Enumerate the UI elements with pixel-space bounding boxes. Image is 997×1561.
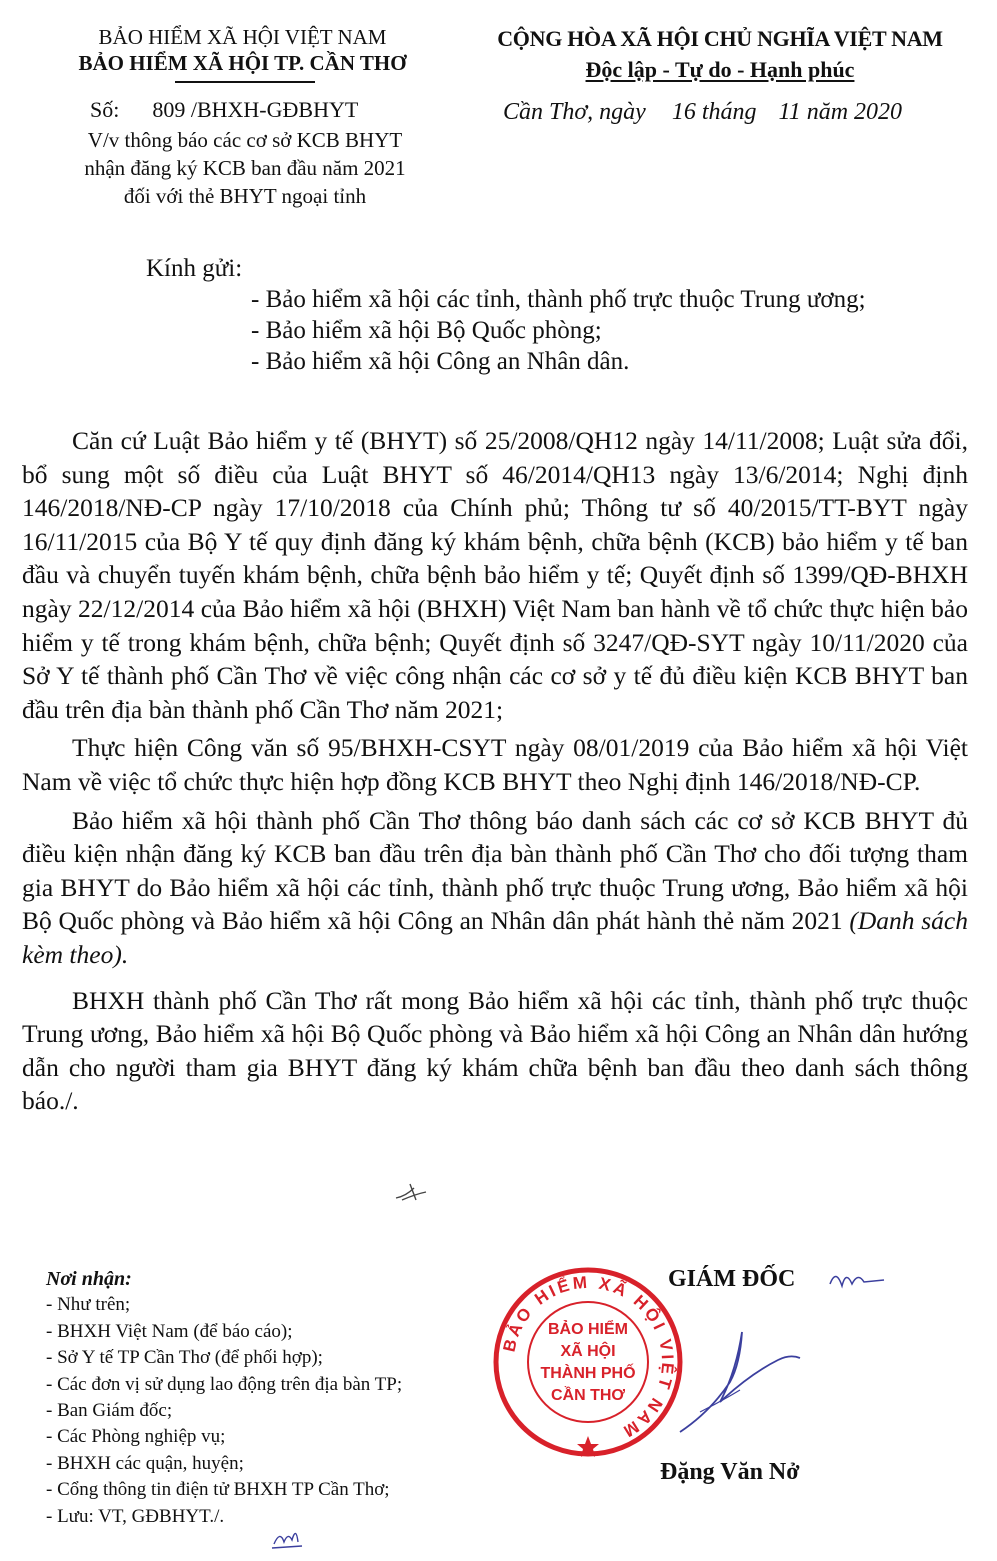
noi-nhan-item: - Ban Giám đốc; — [46, 1400, 173, 1422]
motto-text: Độc lập - Tự do - Hạnh phúc — [585, 57, 855, 82]
attachment-note: (Danh sách kèm theo). — [22, 906, 969, 969]
recipient-item: - Bảo hiểm xã hội Bộ Quốc phòng; — [251, 317, 602, 344]
date-line — [503, 97, 902, 127]
body-paragraph-announcement — [22, 804, 968, 972]
doc-number-line — [90, 97, 358, 123]
body-paragraph-implementation: Thực hiện Công văn số 95/BHXH-CSYT ngày 08/01/2019 của Bảo hiểm xã hội Việt Nam về việc tổ chức thực hiện hợp đồng KCB BHYT theo Nghị định 146/2018/NĐ-CP. — [22, 733, 968, 796]
recipient-item: - Bảo hiểm xã hội Công an Nhân dân. — [251, 348, 630, 375]
noi-nhan-item: - BHXH các quận, huyện; — [46, 1452, 244, 1474]
noi-nhan-item: - Các đơn vị sử dụng lao động trên địa bàn TP; — [46, 1373, 403, 1395]
body — [22, 424, 968, 1118]
subject-line: nhận đăng ký KCB ban đầu năm 2021 — [84, 156, 406, 180]
recipients-cc — [46, 1266, 402, 1530]
initial-mark-icon — [268, 1522, 308, 1552]
recipient-list — [251, 284, 866, 377]
signer-name: Đặng Văn Nở — [660, 1459, 800, 1485]
seal-line: XÃ HỘI — [560, 1343, 616, 1360]
subject-line: V/v thông báo các cơ sở KCB BHYT — [87, 128, 403, 152]
subject — [40, 126, 450, 210]
agency-name: BẢO HIỂM XÃ HỘI TP. CẦN THƠ — [78, 51, 407, 75]
seal-line: THÀNH PHỐ — [540, 1365, 636, 1382]
noi-nhan-item: - Sở Y tế TP Cần Thơ (để phối hợp); — [46, 1347, 323, 1369]
announcement-text: Bảo hiểm xã hội thành phố Cần Thơ thông báo danh sách các cơ sở KCB BHYT đủ điều kiện nhận đăng ký KCB ban đầu trên địa bàn thành phố Cần Thơ cho đối tượng tham gia BHYT do Bảo hiểm xã hội các tỉnh, thành phố trực thuộc Trung ương, Bảo hiểm xã hội Bộ Quốc phòng và Bảo hiểm xã hội Công an Nhân dân phát hành thẻ năm 2021 — [22, 805, 968, 936]
date-place: Cần Thơ, ngày — [503, 99, 646, 125]
noi-nhan-item: - Như trên; — [46, 1294, 131, 1316]
body-paragraph-request: BHXH thành phố Cần Thơ rất mong Bảo hiểm xã hội các tỉnh, thành phố trực thuộc Trung ương, Bảo hiểm xã hội Bộ Quốc phòng và Bảo hiểm xã hội Công an Nhân dân hướng dẫn cho người tham gia BHYT đăng ký khám chữa bệnh ban đầu theo danh sách thông báo./. — [22, 985, 968, 1116]
noi-nhan-title: Nơi nhận: — [46, 1268, 132, 1290]
doc-number: 809 /BHXH-GĐBHYT — [152, 97, 359, 122]
noi-nhan-item: - Lưu: VT, GĐBHYT./. — [46, 1505, 225, 1527]
seal-line: BẢO HIỂM — [548, 1321, 628, 1338]
doc-number-label: Số: — [90, 97, 120, 122]
agency-underline — [175, 81, 315, 83]
signature-title: GIÁM ĐỐC — [668, 1266, 796, 1292]
date-month-label: tháng — [701, 99, 757, 125]
body-paragraph-legal-basis: Căn cứ Luật Bảo hiểm y tế (BHYT) số 25/2008/QH12 ngày 14/11/2008; Luật sửa đổi, bổ sung một số điều của Luật BHYT số 46/2014/QH13 ngày 13/6/2014; Nghị định 146/2018/NĐ-CP ngày 17/10/2018 của Chính phủ; Thông tư số 40/2015/TT-BYT ngày 16/11/2015 của Bộ Y tế quy định đăng ký khám bệnh, chữa bệnh (KCB) bảo hiểm y tế ban đầu và chuyển tuyến khám bệnh, chữa bệnh bảo hiểm y tế; Quyết định số 1399/QĐ-BHXH ngày 22/12/2014 của Bảo hiểm xã hội (BHXH) Việt Nam ban hành về tổ chức thực hiện bảo hiểm y tế trong khám bệnh, chữa bệnh; Quyết định số 3247/QĐ-SYT ngày 10/11/2020 của Sở Y tế thành phố Cần Thơ về việc công nhận các cơ sở y tế đủ điều kiện KCB BHYT ban đầu trên địa bàn thành phố Cần Thơ năm 2021; — [22, 426, 968, 724]
date-day: 16 — [671, 99, 696, 125]
header-left — [40, 24, 445, 76]
agency-parent: BẢO HIỂM XÃ HỘI VIỆT NAM — [98, 25, 387, 49]
salutation: Kính gửi: — [146, 255, 243, 282]
noi-nhan-item: - Các Phòng nghiệp vụ; — [46, 1426, 226, 1448]
country-name: CỘNG HÒA XÃ HỘI CHỦ NGHĨA VIỆT NAM — [497, 26, 943, 51]
handwritten-signature-icon — [640, 1262, 940, 1462]
motto — [470, 57, 970, 83]
seal-ring-text: BẢO HIỂM XÃ HỘI VIỆT NAM — [499, 1272, 678, 1443]
subject-line: đối với thẻ BHYT ngoại tỉnh — [123, 184, 367, 208]
seal-line: CẦN THƠ — [550, 1387, 626, 1404]
recipient-item: - Bảo hiểm xã hội các tỉnh, thành phố trực thuộc Trung ương; — [251, 286, 866, 313]
noi-nhan-item: - Cổng thông tin điện tử BHXH TP Cần Thơ; — [46, 1479, 390, 1501]
date-month: 11 — [778, 99, 801, 125]
date-year: năm 2020 — [806, 99, 903, 125]
initial-mark-icon — [392, 1178, 432, 1204]
noi-nhan-item: - BHXH Việt Nam (để báo cáo); — [46, 1320, 293, 1342]
